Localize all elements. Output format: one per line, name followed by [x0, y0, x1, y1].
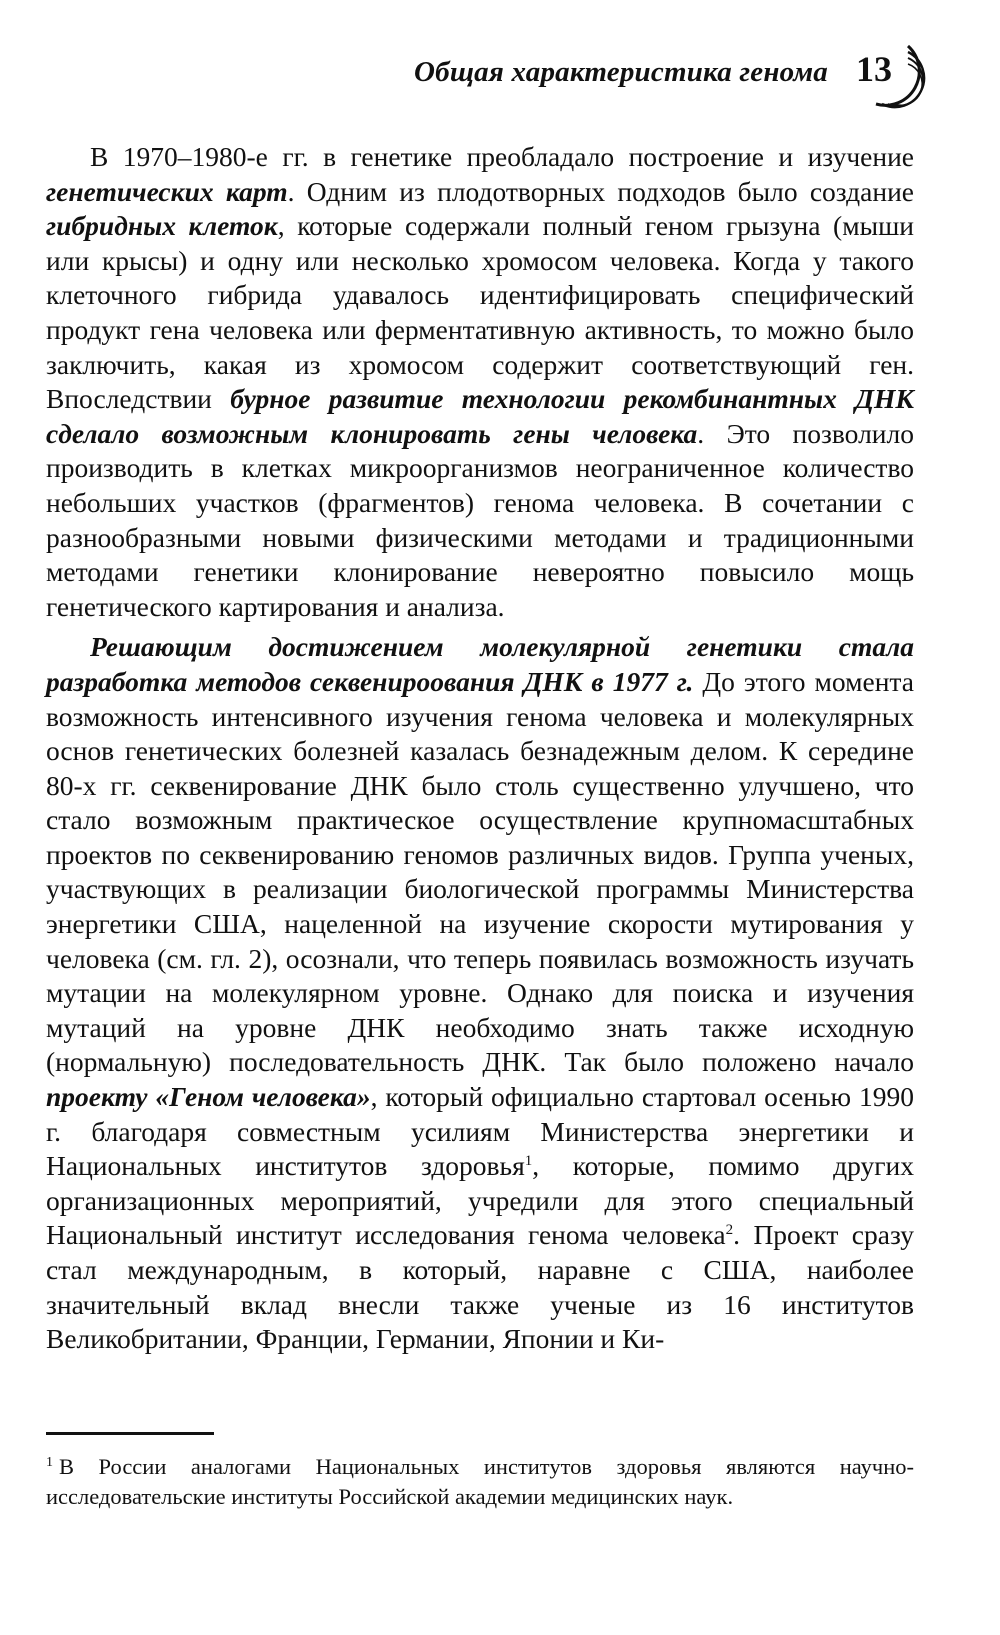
body-text [46, 140, 914, 1357]
emphasized-text: гибридных клеток [46, 210, 278, 242]
text-run: , которые, помимо других организационных мероприятий, учредили для этого специальный Национальный институт исследования генома человека [46, 1150, 914, 1251]
footnote-reference: 2 [725, 1222, 734, 1239]
text-run: , которые содержали полный геном грызуна (мыши или крысы) и одну или несколько хромосом человека. Когда у такого клеточного гибрида удавалось идентифицировать специфический продукт гена человека или ферментативную активность, то можно было заключить, какая из хромосом содержит соответствующий ген. Впоследствии [46, 210, 914, 415]
text-run: . Это позволило производить в клетках микроорганизмов неограниченное количество небольших участков (фрагментов) генома человека. В сочетании с разнообразными новыми физическими методами и традиционными методами генетики клонирование невероятно повысило мощь генетического картирования и анализа. [46, 417, 914, 622]
page-number-arc-ornament [868, 40, 948, 110]
emphasized-text: Решающим достижением молекулярной генетики стала разработка методов секвенироования ДНК в 1977 г. [46, 631, 914, 697]
footnote [46, 1452, 914, 1512]
emphasized-text: генетических карт [46, 175, 288, 207]
footnote-text: В России аналогами Национальных институтов здоровья являются научно-исследовательские институты Российской академии медицинских наук. [46, 1454, 914, 1509]
paragraph [46, 140, 914, 624]
emphasized-text: проекту «Геном человека» [46, 1081, 371, 1113]
footnote-reference: 1 [524, 1153, 533, 1170]
footnote-separator [46, 1432, 214, 1435]
paragraph [46, 630, 914, 1356]
page-number: 13 [856, 49, 892, 89]
text-run: До этого момента возможность интенсивного изучения генома человека и молекулярных основ генетических болезней казалась безнадежным делом. К середине 80-х гг. секвенирование ДНК было столь существенно улучшено, что стало возможным практическое осуществление крупномасштабных проектов по секвенированию геномов различных видов. Группа ученых, участвующих в реализации биологической программы Министерства энергетики США, нацеленной на изучение скорости мутирования у человека (см. гл. 2), осознали, что теперь появилась возможность изучать мутации на молекулярном уровне. Однако для поиска и изучения мутаций на уровне ДНК необходимо знать также исходную (нормальную) последовательность ДНК. Так было положено начало [46, 665, 914, 1078]
footnote-marker: 1 [46, 1454, 53, 1470]
running-header [0, 40, 1000, 110]
text-run: . Одним из плодотворных подходов было создание [287, 175, 915, 207]
text-run: . Проект сразу стал международным, в который, наравне с США, наиболее значительный вклад внесли также ученые из 16 институтов Великобритании, Франции, Германии, Японии и Ки- [46, 1219, 914, 1355]
text-run: , который официально стартовал осенью 1990 г. благодаря совместным усилиям Министерства энергетики и Национальных институтов здоровья [46, 1081, 914, 1182]
emphasized-text: бурное развитие технологии рекомбинантных ДНК сделало возможным клонировать гены человека [46, 383, 914, 449]
text-run: В 1970–1980-е гг. в генетике преобладало построение и изучение [90, 141, 914, 172]
running-title: Общая характеристика генома [414, 56, 828, 88]
